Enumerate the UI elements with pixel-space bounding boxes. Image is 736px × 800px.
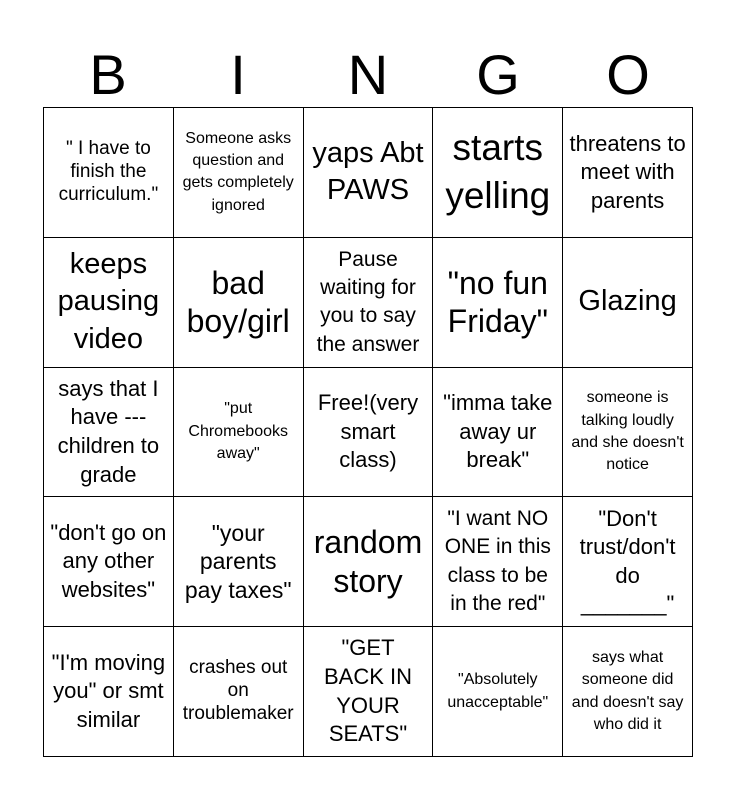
- cell-text: Pause waiting for you to say the answer: [316, 247, 420, 356]
- bingo-cell-r2-c5[interactable]: [563, 238, 693, 368]
- cell-text: "put Chromebooks away": [188, 400, 288, 463]
- cell-text: "I'm moving you" or smt similar: [51, 649, 166, 732]
- cell-text: threatens to meet with parents: [569, 130, 686, 213]
- bingo-cell-r5-c2[interactable]: [174, 627, 304, 757]
- bingo-cell-r3-c2[interactable]: [174, 368, 304, 498]
- bingo-cell-r3-c3[interactable]: [304, 368, 434, 498]
- header-letter-i: I: [230, 43, 246, 106]
- bingo-cell-r5-c4[interactable]: [433, 627, 563, 757]
- header-letter-n: N: [347, 43, 389, 106]
- bingo-cell-r1-c3[interactable]: [304, 108, 434, 238]
- bingo-cell-r5-c1[interactable]: [44, 627, 174, 757]
- cell-text: bad boy/girl: [186, 264, 290, 340]
- header-letter-g: G: [476, 43, 520, 106]
- bingo-cell-r3-c4[interactable]: [433, 368, 563, 498]
- bingo-cell-r4-c4[interactable]: [433, 497, 563, 627]
- cell-text: yaps Abt PAWS: [312, 136, 424, 207]
- cell-text: keeps pausing video: [57, 247, 160, 356]
- cell-text: someone is talking loudly and she doesn't notice: [571, 389, 684, 474]
- bingo-cell-r1-c2[interactable]: [174, 108, 304, 238]
- cell-text: "don't go on any other websites": [50, 519, 167, 603]
- bingo-cell-r2-c3[interactable]: [304, 238, 434, 368]
- bingo-cell-r1-c4[interactable]: [433, 108, 563, 238]
- bingo-cell-r4-c2[interactable]: [174, 497, 304, 627]
- bingo-cell-r5-c5[interactable]: [563, 627, 693, 757]
- cell-text: "Absolutely unacceptable": [447, 671, 549, 711]
- bingo-board: [43, 107, 693, 757]
- cell-text: says what someone did and doesn't say who did it: [571, 648, 684, 733]
- cell-text: crashes out on troublemaker: [182, 657, 294, 724]
- cell-text: "I want NO ONE in this class to be in the red": [444, 507, 551, 616]
- header-letter-b: B: [89, 43, 127, 106]
- bingo-cell-r1-c1[interactable]: [44, 108, 174, 238]
- cell-text: "Don't trust/don't do _______": [579, 505, 676, 617]
- cell-text: "no fun Friday": [447, 264, 548, 340]
- bingo-cell-r4-c5[interactable]: [563, 497, 693, 627]
- cell-text: "your parents pay taxes": [184, 519, 292, 604]
- header-letter-o: O: [606, 43, 650, 106]
- bingo-cell-r3-c1[interactable]: [44, 368, 174, 498]
- cell-text: Glazing: [578, 285, 677, 318]
- cell-text: random story: [313, 524, 423, 599]
- cell-text: Free!(very smart class): [317, 390, 419, 473]
- cell-text: Someone asks question and gets completely ignored: [182, 129, 294, 214]
- bingo-header: [43, 44, 693, 106]
- bingo-cell-r3-c5[interactable]: [563, 368, 693, 498]
- bingo-cell-r2-c1[interactable]: [44, 238, 174, 368]
- bingo-cell-r5-c3[interactable]: [304, 627, 434, 757]
- bingo-cell-r4-c3[interactable]: [304, 497, 434, 627]
- bingo-cell-r2-c2[interactable]: [174, 238, 304, 368]
- cell-text: "GET BACK IN YOUR SEATS": [323, 635, 412, 747]
- cell-text: starts yelling: [445, 127, 551, 217]
- bingo-cell-r2-c4[interactable]: [433, 238, 563, 368]
- bingo-cell-r1-c5[interactable]: [563, 108, 693, 238]
- bingo-cell-r4-c1[interactable]: [44, 497, 174, 627]
- cell-text: "imma take away ur break": [443, 390, 553, 473]
- cell-text: says that I have --- children to grade: [57, 375, 160, 487]
- cell-text: " I have to finish the curriculum.": [58, 138, 159, 205]
